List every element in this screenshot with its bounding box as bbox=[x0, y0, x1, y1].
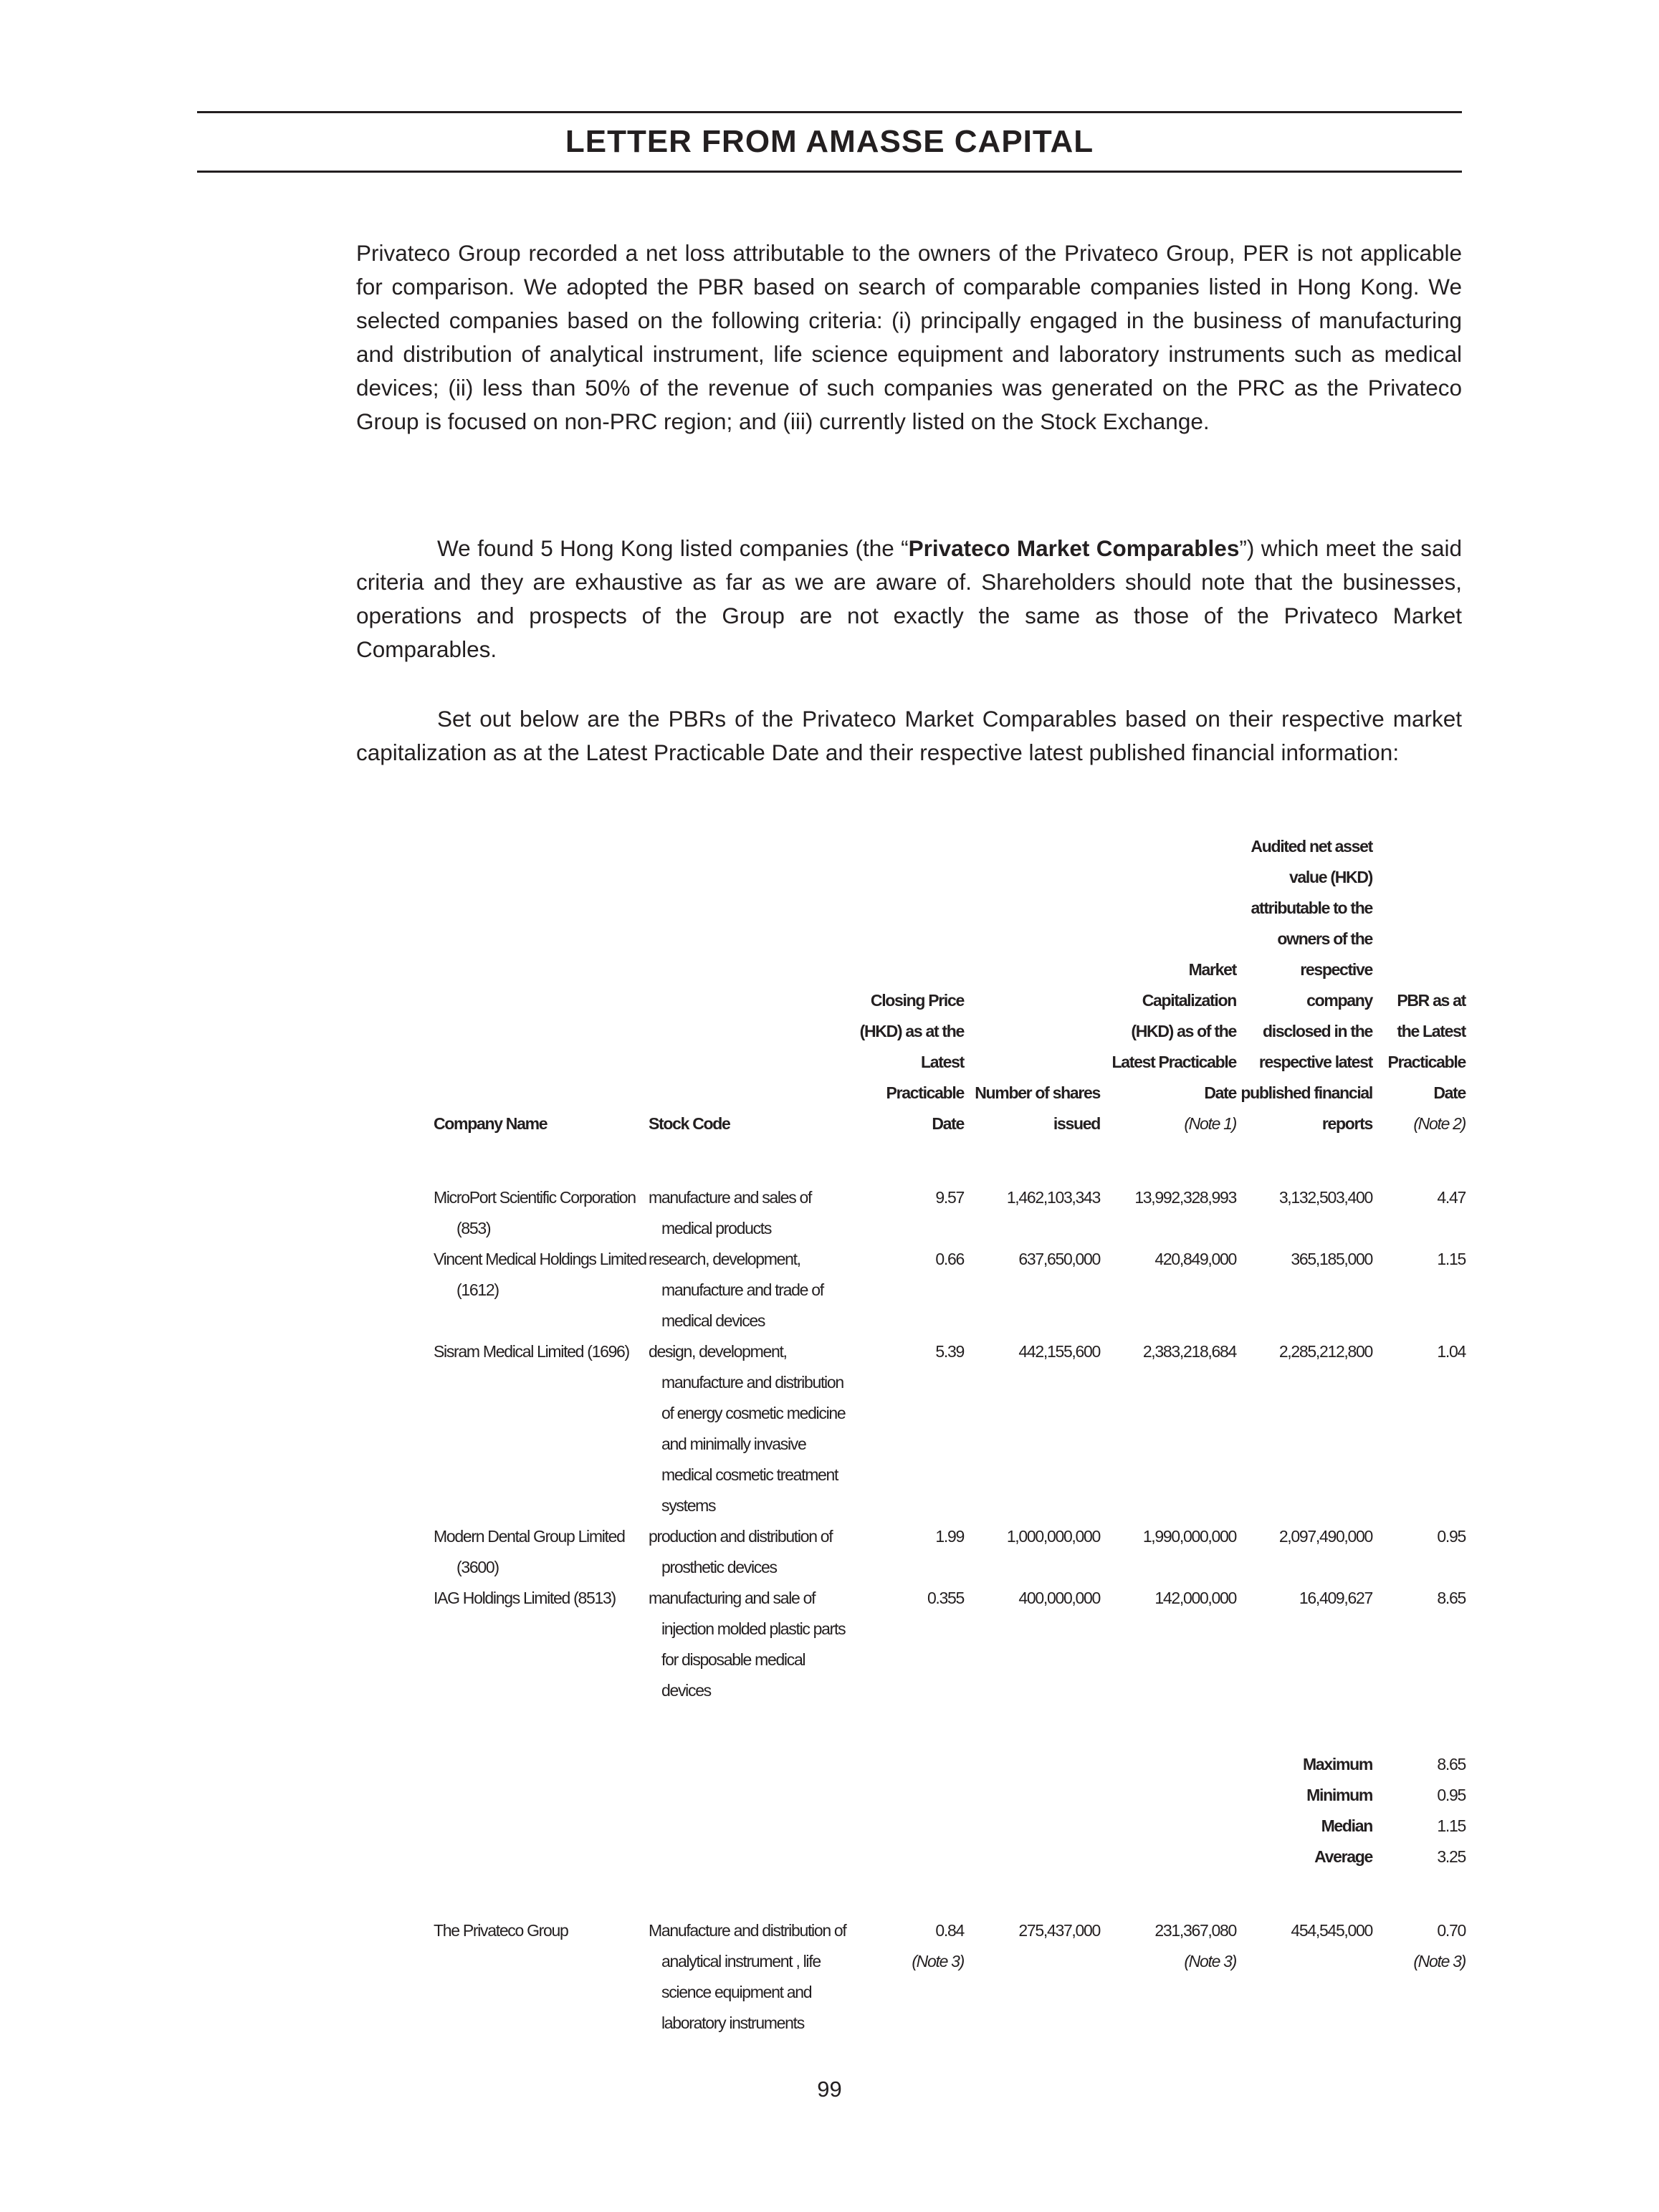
company-cell: Sisram Medical Limited (1696) bbox=[434, 1342, 629, 1361]
privateco-row bbox=[434, 1915, 1466, 2039]
stat-value: 3.25 bbox=[1437, 1847, 1466, 1866]
shares-cell: 442,155,600 bbox=[1018, 1342, 1100, 1361]
header-shares-issued: Number of shares issued bbox=[975, 1083, 1100, 1133]
pbr-cell: 0.95 bbox=[1437, 1527, 1466, 1546]
table-row bbox=[434, 1182, 1466, 1244]
header-closing-price: Closing Price (HKD) as at the Latest Practicable Date bbox=[859, 991, 964, 1133]
shares-cell: 1,462,103,343 bbox=[1006, 1188, 1100, 1207]
page-title: LETTER FROM AMASSE CAPITAL bbox=[565, 124, 1094, 159]
business-cell: Manufacture and distribution of analytical instrument , life science equipment and laboratory instruments bbox=[649, 1921, 846, 2032]
page-number: 99 bbox=[817, 2077, 842, 2102]
pbr-cell: 4.47 bbox=[1437, 1188, 1466, 1207]
paragraph-comparables bbox=[356, 532, 1462, 666]
stat-value: 8.65 bbox=[1437, 1755, 1466, 1773]
stat-value: 1.15 bbox=[1437, 1816, 1466, 1835]
mcap-cell: 13,992,328,993 bbox=[1134, 1188, 1236, 1207]
shares-cell: 1,000,000,000 bbox=[1006, 1527, 1100, 1546]
comparables-table bbox=[434, 831, 1466, 2039]
company-cell: Vincent Medical Holdings Limited (1612) bbox=[434, 1250, 646, 1299]
page-header bbox=[197, 111, 1462, 173]
mcap-cell: 1,990,000,000 bbox=[1142, 1527, 1236, 1546]
nav-cell: 365,185,000 bbox=[1291, 1250, 1372, 1268]
stat-value: 0.95 bbox=[1437, 1786, 1466, 1804]
company-cell: MicroPort Scientific Corporation (853) bbox=[434, 1188, 636, 1237]
mcap-cell: 142,000,000 bbox=[1154, 1589, 1236, 1607]
nav-cell: 2,285,212,800 bbox=[1278, 1342, 1372, 1361]
mcap-cell: 2,383,218,684 bbox=[1142, 1342, 1236, 1361]
header-market-cap: Market Capitalization (HKD) as of the Latest Practicable Date (Note 1) bbox=[1111, 960, 1236, 1133]
stat-row-maximum bbox=[434, 1749, 1466, 1780]
pbr-note: (Note 2) bbox=[1413, 1114, 1466, 1133]
paragraph-comparables-lead: We found 5 Hong Kong listed companies (the “ bbox=[437, 535, 909, 561]
paragraph-table-intro: Set out below are the PBRs of the Privateco Market Comparables based on their respective market capitalization as at the Latest Practicable Date and their respective latest published financial information: bbox=[356, 706, 1462, 765]
stat-row-median bbox=[434, 1811, 1466, 1842]
spacer-row bbox=[434, 1872, 1466, 1915]
price-cell: 1.99 bbox=[935, 1527, 964, 1546]
pbr-cell: 1.15 bbox=[1437, 1250, 1466, 1268]
pbr-note: (Note 3) bbox=[1413, 1952, 1466, 1971]
header-bottom-rule bbox=[197, 171, 1462, 173]
header-company-name: Company Name bbox=[434, 1114, 548, 1133]
business-cell: manufacturing and sale of injection molded plastic parts for disposable medical devices bbox=[649, 1589, 846, 1700]
table-row bbox=[434, 1244, 1466, 1336]
price-cell: 0.66 bbox=[935, 1250, 964, 1268]
stat-label: Minimum bbox=[1306, 1786, 1372, 1804]
stat-label: Maximum bbox=[1303, 1755, 1372, 1773]
business-cell: research, development, manufacture and trade of medical devices bbox=[649, 1250, 823, 1330]
price-cell: 5.39 bbox=[935, 1342, 964, 1361]
nav-cell: 454,545,000 bbox=[1291, 1921, 1372, 1940]
price-cell: 0.84 (Note 3) bbox=[912, 1921, 964, 1971]
paragraph-comparables-rest: ”) which meet the said criteria and they are exhaustive as far as we are aware of. Shareholders should note that the businesses, operations and prospects of the Group are not exactly the same as those of the Privateco Market Comparables. bbox=[356, 535, 1462, 662]
defined-term: Privateco Market Comparables bbox=[908, 535, 1240, 561]
business-cell: manufacture and sales of medical products bbox=[649, 1188, 812, 1237]
shares-cell: 637,650,000 bbox=[1018, 1250, 1100, 1268]
shares-cell: 400,000,000 bbox=[1018, 1589, 1100, 1607]
business-cell: production and distribution of prosthetic devices bbox=[649, 1527, 833, 1576]
spacer-row bbox=[434, 1706, 1466, 1749]
stat-label: Median bbox=[1321, 1816, 1372, 1835]
price-cell: 9.57 bbox=[935, 1188, 964, 1207]
market-cap-note: (Note 1) bbox=[1184, 1114, 1236, 1133]
company-cell: IAG Holdings Limited (8513) bbox=[434, 1589, 616, 1607]
table-row bbox=[434, 1336, 1466, 1521]
price-note: (Note 3) bbox=[912, 1952, 964, 1971]
company-cell: The Privateco Group bbox=[434, 1921, 568, 1940]
stat-row-minimum bbox=[434, 1780, 1466, 1811]
stat-label: Average bbox=[1314, 1847, 1372, 1866]
nav-cell: 16,409,627 bbox=[1299, 1589, 1372, 1607]
paragraph-criteria: Privateco Group recorded a net loss attributable to the owners of the Privateco Group, PER is not applicable for comparison. We adopted the PBR based on search of comparable companies listed in Hong Kong. We selected companies based on the following criteria: (i) principally engaged in the business of manufacturing and distribution of analytical instrument, life science equipment and laboratory instruments such as medical devices; (ii) less than 50% of the revenue of such companies was generated on the PRC as the Privateco Group is focused on non-PRC region; and (iii) currently listed on the Stock Exchange. bbox=[356, 240, 1462, 434]
mcap-cell: 231,367,080 (Note 3) bbox=[1154, 1921, 1236, 1971]
price-cell: 0.355 bbox=[927, 1589, 964, 1607]
nav-cell: 3,132,503,400 bbox=[1278, 1188, 1372, 1207]
pbr-cell: 0.70 (Note 3) bbox=[1413, 1921, 1466, 1971]
spacer-row bbox=[434, 1139, 1466, 1182]
mcap-cell: 420,849,000 bbox=[1154, 1250, 1236, 1268]
business-cell: design, development, manufacture and distribution of energy cosmetic medicine and minimally invasive medical cosmetic treatment systems bbox=[649, 1342, 846, 1515]
stat-row-average bbox=[434, 1842, 1466, 1872]
mcap-note: (Note 3) bbox=[1184, 1952, 1236, 1971]
table-header-row bbox=[434, 831, 1466, 1139]
pbr-cell: 8.65 bbox=[1437, 1589, 1466, 1607]
table-row bbox=[434, 1521, 1466, 1583]
company-cell: Modern Dental Group Limited (3600) bbox=[434, 1527, 625, 1576]
pbr-cell: 1.04 bbox=[1437, 1342, 1466, 1361]
header-net-asset-value: Audited net asset value (HKD) attributable to the owners of the respective company disclosed in the respective latest published financial reports bbox=[1240, 837, 1372, 1133]
nav-cell: 2,097,490,000 bbox=[1278, 1527, 1372, 1546]
shares-cell: 275,437,000 bbox=[1018, 1921, 1100, 1940]
header-stock-code: Stock Code bbox=[649, 1114, 730, 1133]
header-pbr: PBR as at the Latest Practicable Date (Note 2) bbox=[1387, 991, 1466, 1133]
table-row bbox=[434, 1583, 1466, 1706]
